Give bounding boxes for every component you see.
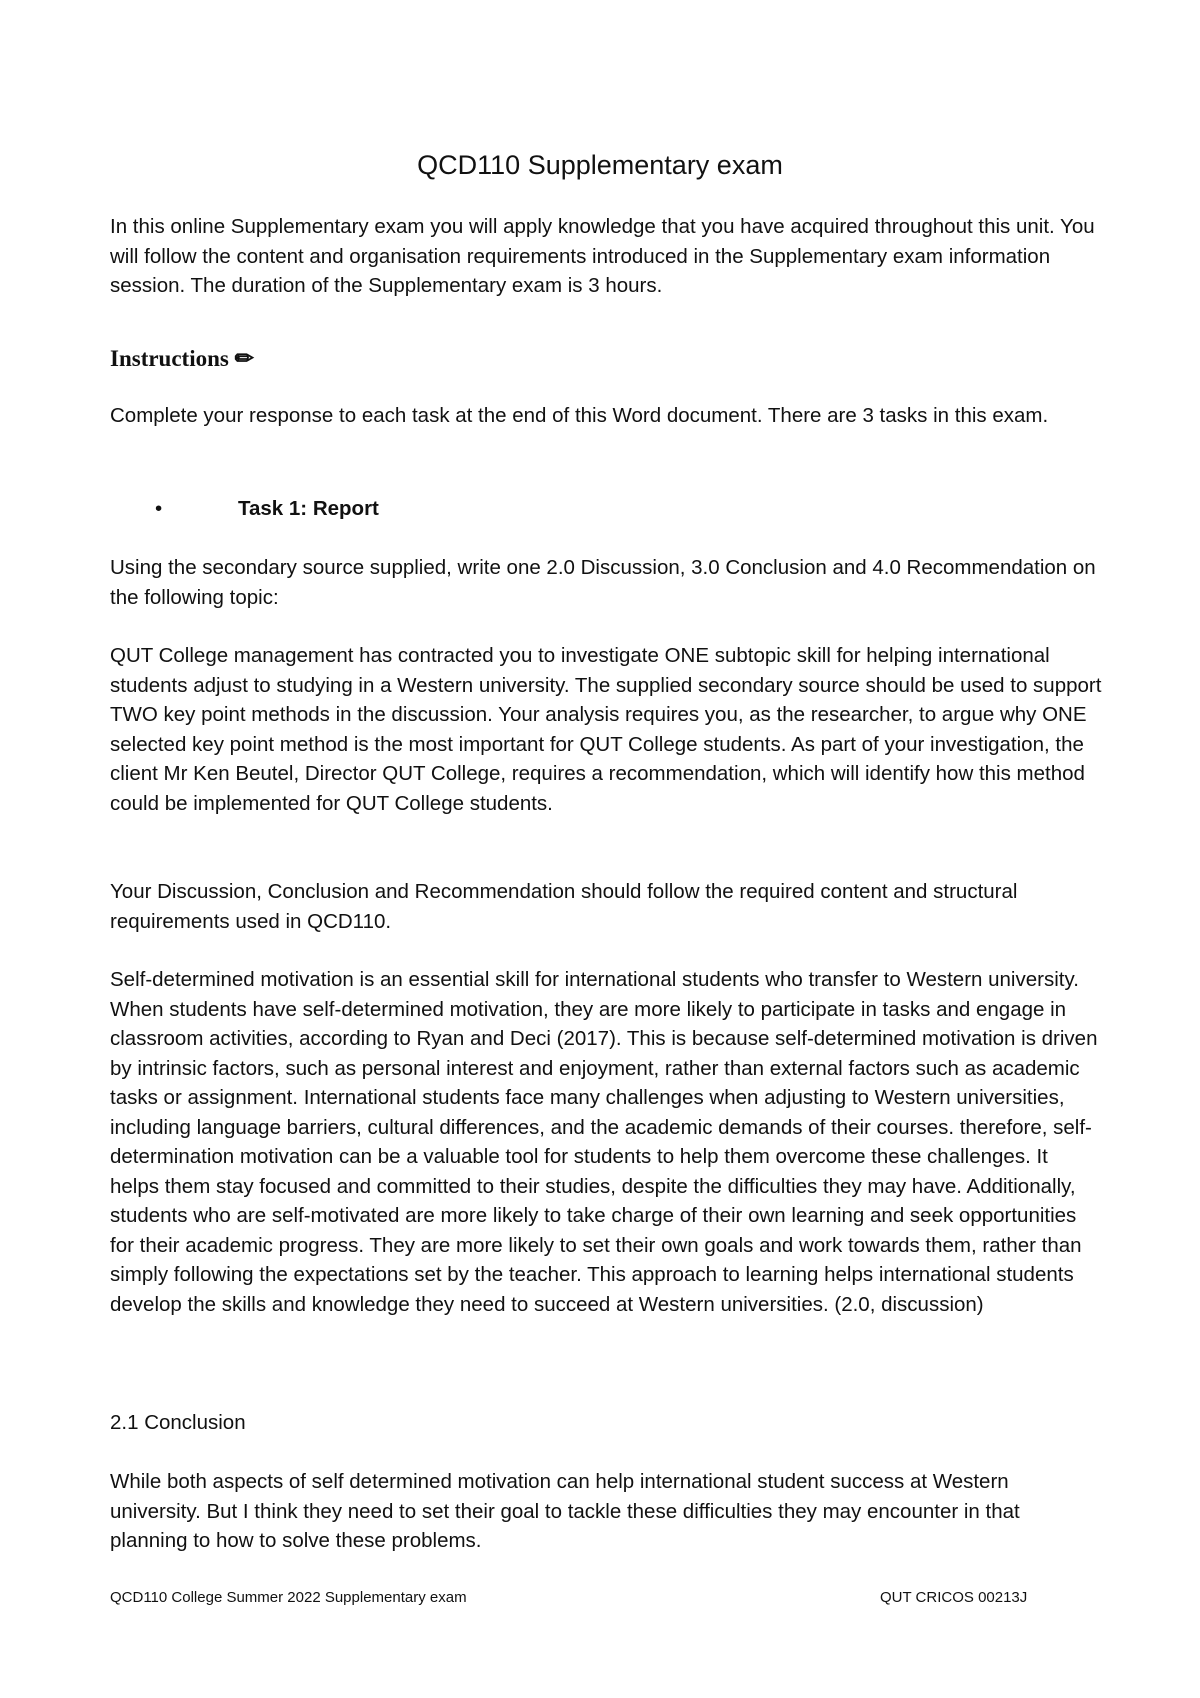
conclusion-heading: 2.1 Conclusion (110, 1411, 246, 1434)
footer-left-text: QCD110 College Summer 2022 Supplementary exam (110, 1589, 467, 1606)
instructions-paragraph: Complete your response to each task at the end of this Word document. There are 3 tasks in this exam. (110, 404, 1049, 427)
bullet-icon: • (155, 497, 163, 520)
conclusion-paragraph: While both aspects of self determined motivation can help international student success at Western university. But I think they need to set their goal to tackle these difficulties they may encounter in that planning to how to solve these problems. (110, 1470, 1020, 1552)
scenario-paragraph: QUT College management has contracted you to investigate ONE subtopic skill for helping international students adjust to studying in a Western university. The supplied secondary source should be used to support TWO key point methods in the discussion. Your analysis requires you, as the researcher, to argue why ONE selected key point method is the most important for QUT College students. As part of your investigation, the client Mr Ken Beutel, Director QUT College, requires a recommendation, which will identify how this method could be implemented for QUT College students. (110, 644, 1102, 815)
task1-label: Task 1: Report (238, 497, 379, 520)
footer-right-text: QUT CRICOS 00213J (880, 1589, 1028, 1606)
requirements-paragraph: Your Discussion, Conclusion and Recommendation should follow the required content and structural requirements used in QCD110. (110, 880, 1018, 933)
page-title: QCD110 Supplementary exam (417, 150, 783, 180)
instructions-heading: Instructions ✏ (110, 346, 254, 371)
intro-paragraph: In this online Supplementary exam you will apply knowledge that you have acquired throughout this unit. You will follow the content and organisation requirements introduced in the Supplementary exam information session. The duration of the Supplementary exam is 3 hours. (110, 215, 1095, 297)
discussion-paragraph: Self-determined motivation is an essential skill for international students who transfer to Western university. When students have self-determined motivation, they are more likely to participate in tasks and engage in classroom activities, according to Ryan and Deci (2017). This is because self-determined motivation is driven by intrinsic factors, such as personal interest and enjoyment, rather than external factors such as academic tasks or assignment. International students face many challenges when adjusting to Western universities, including language barriers, cultural differences, and the academic demands of their courses. therefore, self-determination motivation can be a valuable tool for students to help them overcome these challenges. It helps them stay focused and committed to their studies, despite the difficulties they may have. Additionally, students who are self-motivated are more likely to take charge of their own learning and seek opportunities for their academic progress. They are more likely to set their own goals and work towards them, rather than simply following the expectations set by the teacher. This approach to learning helps international students develop the skills and knowledge they need to succeed at Western universities. (2.0, discussion) (110, 968, 1098, 1316)
task1-prompt: Using the secondary source supplied, write one 2.0 Discussion, 3.0 Conclusion and 4.0 Recommendation on the following topic: (110, 556, 1096, 609)
